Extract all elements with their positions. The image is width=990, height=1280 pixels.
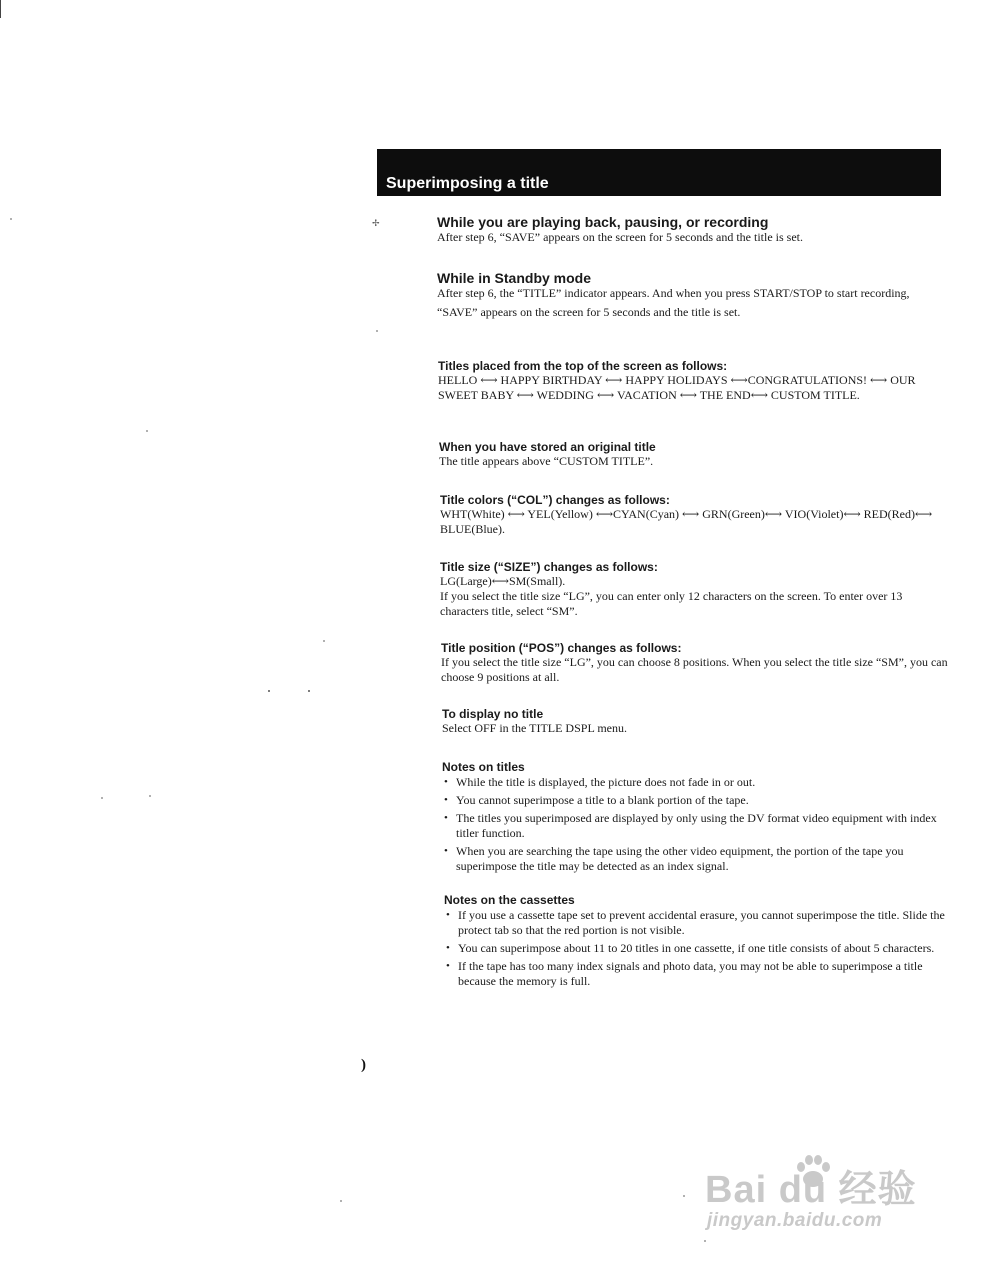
section-no-title bbox=[442, 707, 952, 736]
list-item: • If you use a cassette tape set to prevent accidental erasure, you cannot superimpose the title. Slide the protect tab so that the red portion is not visible. bbox=[444, 908, 954, 938]
section-titles-order bbox=[438, 359, 948, 403]
section-heading: Title position (“POS”) changes as follows: bbox=[441, 641, 682, 655]
watermark-url: jingyan.baidu.com bbox=[707, 1210, 883, 1231]
section-text: LG(Large)⟷SM(Small). bbox=[440, 574, 566, 588]
section-heading: Title size (“SIZE”) changes as follows: bbox=[440, 560, 658, 574]
notes-list bbox=[442, 775, 952, 874]
section-heading: When you have stored an original title bbox=[439, 440, 656, 454]
section-text: Select OFF in the TITLE DSPL menu. bbox=[442, 721, 627, 735]
section-heading: To display no title bbox=[442, 707, 544, 721]
crop-mark bbox=[0, 0, 1, 18]
section-notes-cassettes bbox=[444, 893, 954, 992]
list-item: • The titles you superimposed are displayed by only using the DV format video equipment with index titler function. bbox=[442, 811, 952, 841]
section-text: The title appears above “CUSTOM TITLE”. bbox=[439, 454, 654, 468]
list-item: • When you are searching the tape using the other video equipment, the portion of the tape you superimpose the title may be detected as an index signal. bbox=[442, 844, 952, 874]
banner-title: Superimposing a title bbox=[386, 175, 549, 192]
section-text: “SAVE” appears on the screen for 5 seconds and the title is set. bbox=[437, 305, 741, 319]
section-stored-title bbox=[439, 440, 949, 469]
section-heading: While you are playing back, pausing, or recording bbox=[437, 214, 769, 230]
margin-mark: ✢ bbox=[372, 219, 380, 229]
section-title-colors bbox=[440, 493, 950, 537]
section-text: HELLO ⟷ HAPPY BIRTHDAY ⟷ HAPPY HOLIDAYS ⟷CONGRATULATIONS! ⟷ OUR SWEET BABY ⟷ WEDDING ⟷ VACATION ⟷ THE END⟷ CUSTOM TITLE. bbox=[438, 373, 916, 402]
section-text: If you select the title size “LG”, you can enter only 12 characters on the screen. To enter over 13 characters title, select “SM”. bbox=[440, 589, 903, 618]
section-heading: Notes on the cassettes bbox=[444, 893, 575, 907]
list-item: • You cannot superimpose a title to a blank portion of the tape. bbox=[442, 793, 952, 808]
section-heading: Notes on titles bbox=[442, 760, 525, 774]
section-heading: Titles placed from the top of the screen as follows: bbox=[438, 359, 728, 373]
watermark-logo-text: Bai du 经验 bbox=[705, 1169, 917, 1211]
section-standby bbox=[437, 270, 947, 320]
list-item: • You can superimpose about 11 to 20 titles in one cassette, if one title consists of about 5 characters. bbox=[444, 941, 954, 956]
section-title-position bbox=[441, 641, 951, 685]
section-text: After step 6, “SAVE” appears on the screen for 5 seconds and the title is set. bbox=[437, 230, 804, 244]
page-mark: ) bbox=[361, 1057, 366, 1073]
list-item: • If the tape has too many index signals and photo data, you may not be able to superimpose a title because the memory is full. bbox=[444, 959, 954, 989]
list-item: • While the title is displayed, the picture does not fade in or out. bbox=[442, 775, 952, 790]
section-notes-titles bbox=[442, 760, 952, 877]
section-text: WHT(White) ⟷ YEL(Yellow) ⟷CYAN(Cyan) ⟷ GRN(Green)⟷ VIO(Violet)⟷ RED(Red)⟷ BLUE(Blue). bbox=[440, 507, 933, 536]
section-playback bbox=[437, 214, 947, 245]
notes-list bbox=[444, 908, 954, 989]
section-text: After step 6, the “TITLE” indicator appears. And when you press START/STOP to start recording, bbox=[437, 286, 910, 300]
section-heading: While in Standby mode bbox=[437, 270, 592, 286]
section-title-size bbox=[440, 560, 950, 619]
watermark bbox=[705, 1158, 935, 1238]
section-text: If you select the title size “LG”, you can choose 8 positions. When you select the title size “SM”, you can choose 9 positions at all. bbox=[441, 655, 948, 684]
section-heading: Title colors (“COL”) changes as follows: bbox=[440, 493, 670, 507]
section-banner bbox=[377, 149, 941, 196]
